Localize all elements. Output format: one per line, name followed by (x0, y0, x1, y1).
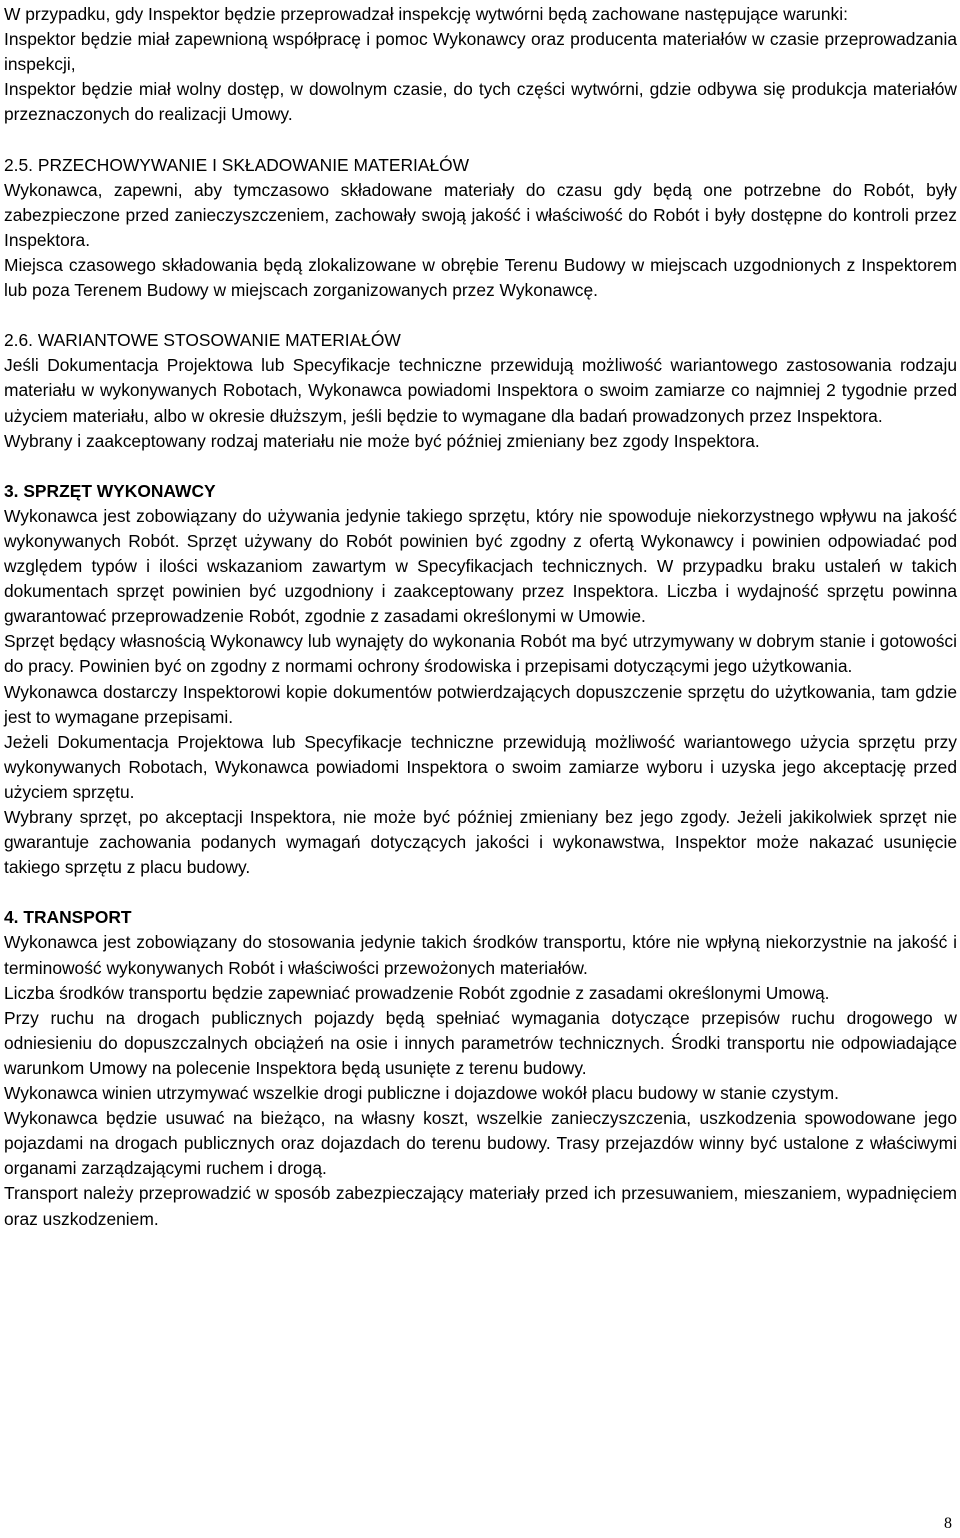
spacer (4, 454, 957, 479)
intro-condition-access: Inspektor będzie miał wolny dostęp, w dowolnym czasie, do tych części wytwórni, gdzie odbywa się produkcja materiałów przeznaczonych do realizacji Umowy. (4, 79, 957, 125)
document-page (4, 2, 957, 1232)
section-2-6-heading: 2.6. WARIANTOWE STOSOWANIE MATERIAŁÓW (4, 330, 401, 351)
intro-paragraph: W przypadku, gdy Inspektor będzie przeprowadzał inspekcję wytwórni będą zachowane następujące warunki: (4, 4, 848, 24)
section-3-paragraph-1: Wykonawca jest zobowiązany do używania jedynie takiego sprzętu, który nie spowoduje niekorzystnego wpływu na jakość wykonywanych Robót. Sprzęt używany do Robót powinien być zgodny z ofertą Wykonawcy i powinien odpowiadać pod względem typów i ilości wskazaniom zawartym w Specyfikacjach technicznych. W przypadku braku ustaleń w takich dokumentach sprzęt powinien być uzgodniony i zaakceptowany przez Inspektora. Liczba i wydajność sprzętu powinna gwarantować przeprowadzenie Robót, zgodnie z zasadami określonymi w Umowie. (4, 505, 957, 627)
section-2-6-paragraph-1: Jeśli Dokumentacja Projektowa lub Specyfikacje techniczne przewidują możliwość wariantowego zastosowania rodzaju materiału w wykonywanych Robotach, Wykonawca powiadomi Inspektora o swoim zamiarze co najmniej 2 tygodnie przed użyciem materiału, albo w okresie dłuższym, jeśli będzie to wymagane dla badań prowadzonych przez Inspektora. (4, 355, 957, 426)
spacer (4, 880, 957, 905)
section-3-paragraph-2: Sprzęt będący własnością Wykonawcy lub wynajęty do wykonania Robót ma być utrzymywany w dobrym stanie i gotowości do pracy. Powinien być on zgodny z normami ochrony środowiska i przepisami dotyczącymi jego użytkowania. (4, 631, 957, 677)
section-4-paragraph-4: Wykonawca winien utrzymywać wszelkie drogi publiczne i dojazdowe wokół placu budowy w stanie czystym. (4, 1083, 839, 1104)
section-3-paragraph-4: Jeżeli Dokumentacja Projektowa lub Specyfikacje techniczne przewidują możliwość wariantowego użycia sprzętu przy wykonywanych Robotach, Wykonawca powiadomi Inspektora o swoim zamiarze wyboru i uzyska jego akceptację przed użyciem sprzętu. (4, 731, 957, 802)
section-4-paragraph-6: Transport należy przeprowadzić w sposób zabezpieczający materiały przed ich przesuwaniem, mieszaniem, wypadnięciem oraz uszkodzeniem. (4, 1183, 957, 1229)
section-3-paragraph-5: Wybrany sprzęt, po akceptacji Inspektora, nie może być później zmieniany bez jego zgody. Jeżeli jakikolwiek sprzęt nie gwarantuje zachowania podanych wymagań dotyczących jakości i wykonawstwa, Inspektor może nakazać usunięcie takiego sprzętu z placu budowy. (4, 807, 957, 878)
section-3-paragraph-3: Wykonawca dostarczy Inspektorowi kopie dokumentów potwierdzających dopuszczenie sprzętu do użytkowania, tam gdzie jest to wymagane przepisami. (4, 681, 957, 727)
section-2-5-paragraph-1: Wykonawca, zapewni, aby tymczasowo składowane materiały do czasu gdy będą one potrzebne do Robót, były zabezpieczone przed zanieczyszczeniem, zachowały swoją jakość i właściwość do Robót i były dostępne do kontroli przez Inspektora. (4, 179, 957, 250)
spacer (4, 303, 957, 328)
section-4-paragraph-3: Przy ruchu na drogach publicznych pojazdy będą spełniać wymagania dotyczące przepisów ruchu drogowego w odniesieniu do dopuszczalnych obciążeń na osie i innych parametrów technicznych. Środki transportu nie odpowiadające warunkom Umowy na polecenie Inspektora będą usunięte z terenu budowy. (4, 1007, 957, 1078)
spacer (4, 127, 957, 152)
section-4-paragraph-2: Liczba środków transportu będzie zapewniać prowadzenie Robót zgodnie z zasadami określonymi Umową. (4, 982, 830, 1003)
section-2-5-paragraph-2: Miejsca czasowego składowania będą zlokalizowane w obrębie Terenu Budowy w miejscach uzgodnionych z Inspektorem lub poza Terenem Budowy w miejscach zorganizowanych przez Wykonawcę. (4, 254, 957, 301)
page-number: 8 (944, 1515, 952, 1532)
intro-condition-cooperation: Inspektor będzie miał zapewnioną współpracę i pomoc Wykonawcy oraz producenta materiałów w czasie przeprowadzania inspekcji, (4, 29, 957, 75)
section-3-heading: 3. SPRZĘT WYKONAWCY (4, 480, 216, 501)
section-2-5-heading: 2.5. PRZECHOWYWANIE I SKŁADOWANIE MATERIAŁÓW (4, 154, 470, 175)
section-4-heading: 4. TRANSPORT (4, 907, 132, 928)
section-4-paragraph-5: Wykonawca będzie usuwać na bieżąco, na własny koszt, wszelkie zanieczyszczenia, uszkodzenia spowodowane jego pojazdami na drogach publicznych oraz dojazdach do terenu budowy. Trasy przejazdów winny być ustalone z właściwymi organami zarządzającymi ruchem i drogą. (4, 1108, 957, 1179)
section-2-6-paragraph-2: Wybrany i zaakceptowany rodzaj materiału nie może być później zmieniany bez zgody Inspektora. (4, 430, 760, 451)
section-4-paragraph-1: Wykonawca jest zobowiązany do stosowania jedynie takich środków transportu, które nie wpłyną niekorzystnie na jakość i terminowość wykonywanych Robót i właściwości przewożonych materiałów. (4, 932, 957, 978)
